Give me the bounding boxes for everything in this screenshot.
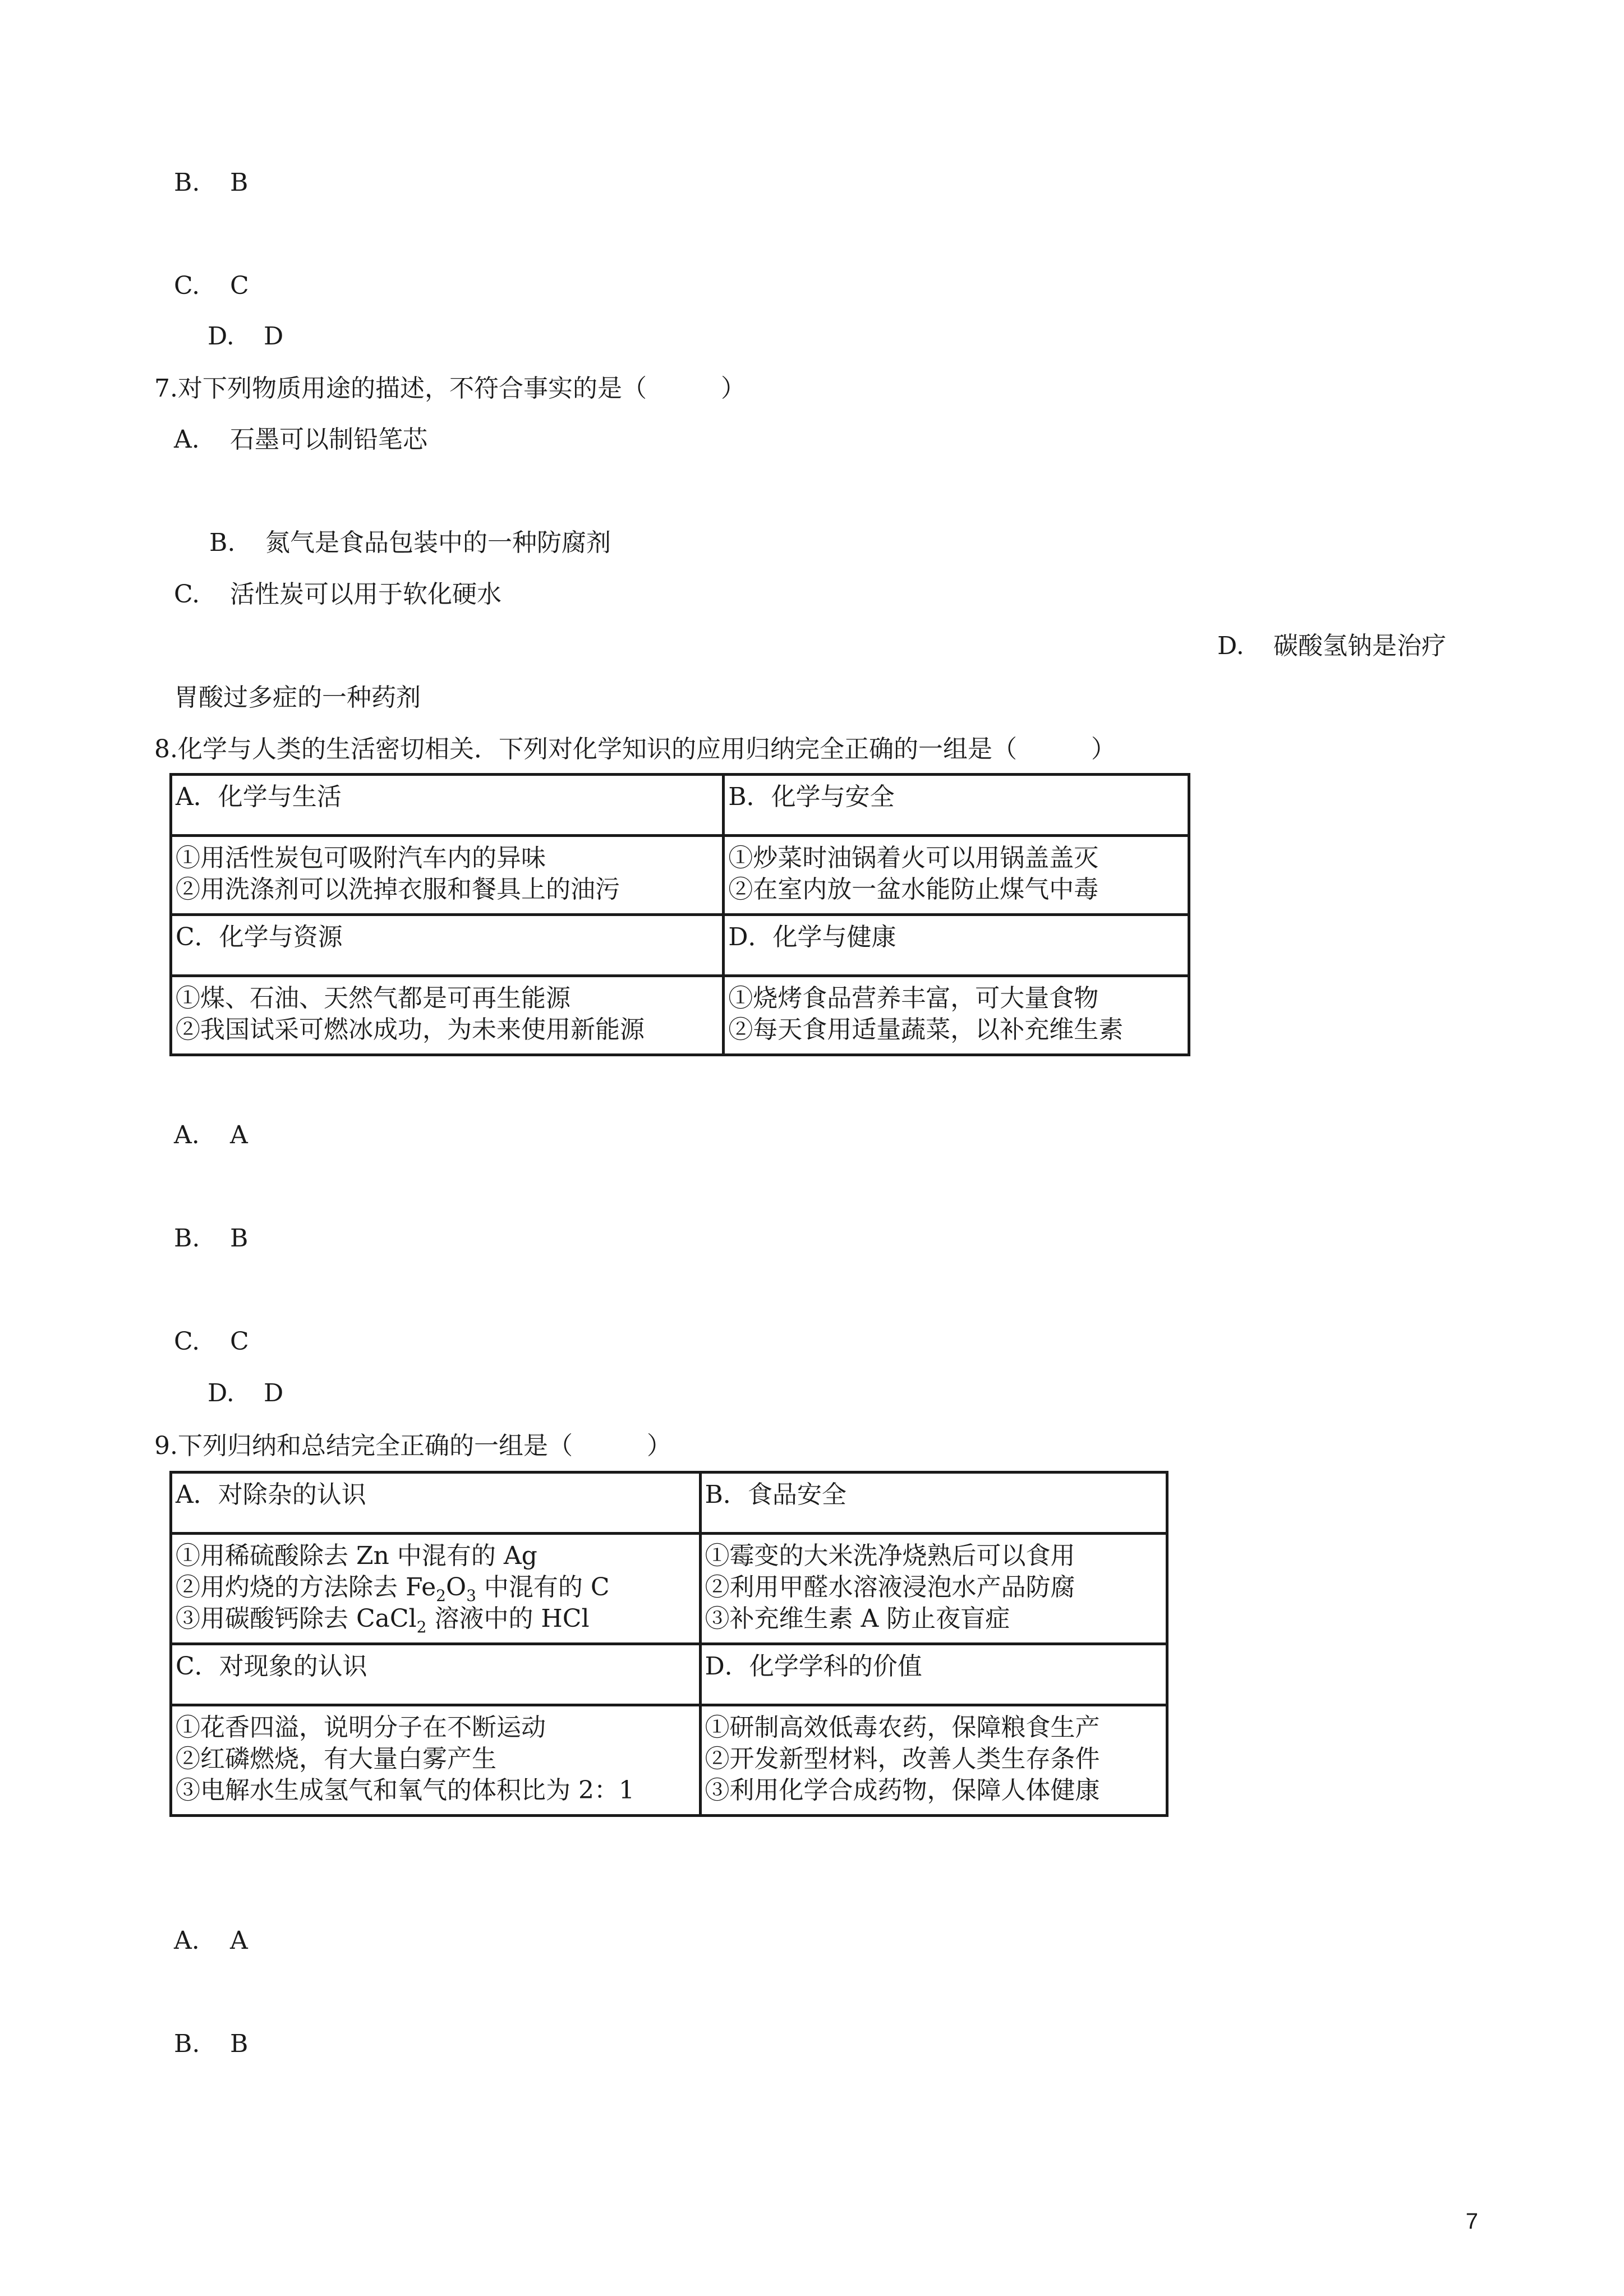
q9-a-item-3: ③用碳酸钙除去 CaCl$_2$ 溶液中的 HCl [176,1604,590,1636]
q9-b-item-2: ②利用甲醛水溶液浸泡水产品防腐 [705,1573,1075,1602]
q6-option-c: C. C [174,272,249,300]
q9-cell-a-header: A．对除杂的认识 [171,1473,701,1534]
q9-cell-d-body [700,1705,1167,1816]
q9-cell-b-body [700,1534,1167,1644]
q8-cell-c-header: C．化学与资源 [171,915,724,976]
q8-option-d: D. D [208,1379,284,1407]
q9-d-item-2: ②开发新型材料，改善人类生存条件 [705,1745,1100,1773]
q8-table [169,773,1190,1056]
q9-stem: 9.下列归纳和总结完全正确的一组是（ ） [154,1432,671,1460]
q8-cell-d-header: D．化学与健康 [724,915,1189,976]
q9-d-item-3: ③利用化学合成药物，保障人体健康 [705,1776,1100,1805]
q8-d-item-1: ①烧烤食品营养丰富，可大量食物 [728,984,1099,1013]
q7-option-d: D. 碳酸氢钠是治疗 [1217,632,1446,660]
q8-a-item-1: ①用活性炭包可吸附汽车内的异味 [176,844,546,872]
q8-a-item-2: ②用洗涤剂可以洗掉衣服和餐具上的油污 [176,875,620,904]
q8-cell-c-body [171,976,724,1055]
page-number: 7 [1465,2209,1478,2234]
q9-c-item-2: ②红磷燃烧，有大量白雾产生 [176,1745,496,1773]
q6-option-d: D. D [208,322,284,351]
q9-cell-c-header: C．对现象的认识 [171,1644,701,1705]
q8-cell-a-header: A．化学与生活 [171,775,724,836]
q7-option-d-continuation: 胃酸过多症的一种药剂 [174,683,421,712]
q8-c-item-2: ②我国试采可燃冰成功，为未来使用新能源 [176,1015,645,1044]
q9-c-item-1: ①花香四溢，说明分子在不断运动 [176,1713,546,1742]
q8-b-item-2: ②在室内放一盆水能防止煤气中毒 [728,875,1099,904]
q7-option-b: B. 氮气是食品包装中的一种防腐剂 [209,528,611,557]
q8-option-c: C. C [174,1327,249,1356]
q9-b-item-1: ①霉变的大米洗净烧熟后可以食用 [705,1542,1075,1570]
q9-table [169,1471,1168,1817]
q8-cell-d-body [724,976,1189,1055]
q8-c-item-1: ①煤、石油、天然气都是可再生能源 [176,984,571,1013]
q7-option-c: C. 活性炭可以用于软化硬水 [174,580,502,609]
q7-stem: 7.对下列物质用途的描述，不符合事实的是（ ） [154,374,746,403]
q9-option-b: B. B [174,2030,249,2058]
q9-d-item-1: ①研制高效低毒农药，保障粮食生产 [705,1713,1100,1742]
q8-cell-b-body [724,836,1189,915]
q6-option-b: B. B [174,168,249,197]
q8-d-item-2: ②每天食用适量蔬菜，以补充维生素 [728,1015,1124,1044]
q8-stem: 8.化学与人类的生活密切相关．下列对化学知识的应用归纳完全正确的一组是（ ） [154,735,1116,763]
q8-b-item-1: ①炒菜时油锅着火可以用锅盖盖灭 [728,844,1099,872]
q7-option-a: A. 石墨可以制铅笔芯 [174,425,427,454]
q8-cell-a-body [171,836,724,915]
q8-option-a: A. A [174,1121,248,1149]
q9-cell-a-body [171,1534,701,1644]
q9-a-item-2: ②用灼烧的方法除去 $Fe_2O_3$ 中混有的 C [176,1573,610,1605]
q9-a-item-1: ①用稀硫酸除去 Zn 中混有的 Ag [176,1542,537,1570]
q9-cell-b-header: B．食品安全 [700,1473,1167,1534]
q9-option-a: A. A [174,1926,248,1955]
q9-b-item-3: ③补充维生素 A 防止夜盲症 [705,1604,1010,1633]
q8-cell-b-header: B．化学与安全 [724,775,1189,836]
q9-c-item-3: ③电解水生成氢气和氧气的体积比为 2：1 [176,1776,634,1805]
q9-cell-d-header: D．化学学科的价值 [700,1644,1167,1705]
q9-cell-c-body [171,1705,701,1816]
q8-option-b: B. B [174,1224,249,1253]
